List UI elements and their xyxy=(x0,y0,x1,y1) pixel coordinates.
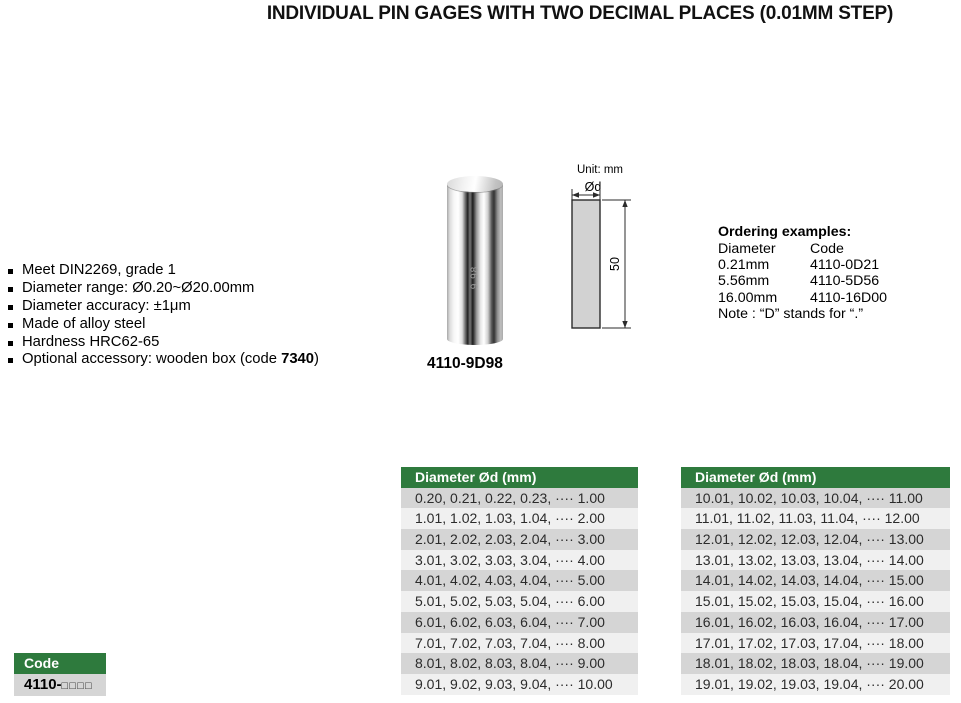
ordering-col-header-diameter: Diameter xyxy=(718,241,776,257)
ordering-heading: Ordering examples: xyxy=(718,224,852,240)
table-row: 18.01, 18.02, 18.03, 18.04, ···· 19.00 xyxy=(681,653,950,674)
table-row: 11.01, 11.02, 11.03, 11.04, ···· 12.00 xyxy=(681,508,950,529)
dim-arrow-up xyxy=(622,200,627,207)
dim-arrow-down xyxy=(622,321,627,328)
code-placeholder-squares: □□□□ xyxy=(61,680,93,692)
ordering-col-header-code: Code xyxy=(810,241,844,257)
diameter-dim-label: Ød xyxy=(584,180,602,194)
feature-item xyxy=(8,298,368,316)
pin-profile-rect xyxy=(572,200,600,328)
page-title: INDIVIDUAL PIN GAGES WITH TWO DECIMAL PLACES (0.01MM STEP) xyxy=(266,3,894,24)
dim-arrow-left xyxy=(572,192,579,197)
ordering-note: Note : “D” stands for “.” xyxy=(718,305,864,322)
pin-top-cap xyxy=(447,176,503,192)
ordering-diameter: 5.56mm xyxy=(718,273,770,290)
feature-text: Hardness HRC62-65 xyxy=(22,333,160,350)
pin-marking: 9.98 xyxy=(469,265,481,290)
feature-item xyxy=(8,280,368,298)
pin-gage-photo xyxy=(447,176,503,345)
feature-text: Diameter accuracy: ±1μm xyxy=(22,297,191,314)
features-list xyxy=(8,262,368,369)
table-row: 4.01, 4.02, 4.03, 4.04, ···· 5.00 xyxy=(401,570,638,591)
table-row: 16.01, 16.02, 16.03, 16.04, ···· 17.00 xyxy=(681,612,950,633)
feature-text xyxy=(22,351,319,369)
table-row: 5.01, 5.02, 5.03, 5.04, ···· 6.00 xyxy=(401,591,638,612)
table-row: 3.01, 3.02, 3.03, 3.04, ···· 4.00 xyxy=(401,550,638,571)
feature-text: Made of alloy steel xyxy=(22,315,146,332)
table-row: 13.01, 13.02, 13.03, 13.04, ···· 14.00 xyxy=(681,550,950,571)
ordering-diameter: 0.21mm xyxy=(718,257,770,274)
table-row: 10.01, 10.02, 10.03, 10.04, ···· 11.00 xyxy=(681,488,950,509)
table-row: 19.01, 19.02, 19.03, 19.04, ···· 20.00 xyxy=(681,674,950,695)
bullet-square-icon xyxy=(8,358,13,363)
table-row: 6.01, 6.02, 6.03, 6.04, ···· 7.00 xyxy=(401,612,638,633)
pin-body xyxy=(447,184,503,345)
ordering-examples xyxy=(718,224,928,322)
table-row: 9.01, 9.02, 9.03, 9.04, ···· 10.00 xyxy=(401,674,638,695)
product-code-caption: 4110-9D98 xyxy=(427,355,503,372)
bullet-square-icon xyxy=(8,341,13,346)
table-row: 15.01, 15.02, 15.03, 15.04, ···· 16.00 xyxy=(681,591,950,612)
table-row: 12.01, 12.02, 12.03, 12.04, ···· 13.00 xyxy=(681,529,950,550)
feature-item xyxy=(8,334,368,352)
ordering-row xyxy=(718,273,928,289)
code-box-value xyxy=(14,674,106,696)
ordering-code: 4110-5D56 xyxy=(810,273,880,290)
table-header: Diameter Ød (mm) xyxy=(681,467,950,488)
table-row: 17.01, 17.02, 17.03, 17.04, ···· 18.00 xyxy=(681,633,950,654)
code-box-header: Code xyxy=(14,653,106,674)
bullet-square-icon xyxy=(8,269,13,274)
diameter-table-right xyxy=(681,467,950,695)
length-dim-label: 50 xyxy=(608,257,622,271)
table-row: 0.20, 0.21, 0.22, 0.23, ···· 1.00 xyxy=(401,488,638,509)
feature-text: Meet DIN2269, grade 1 xyxy=(22,262,176,278)
feature-text: Diameter range: Ø0.20~Ø20.00mm xyxy=(22,279,255,296)
feature-item xyxy=(8,262,368,280)
table-row: 14.01, 14.02, 14.03, 14.04, ···· 15.00 xyxy=(681,570,950,591)
bullet-square-icon xyxy=(8,305,13,310)
bullet-square-icon xyxy=(8,287,13,292)
table-row: 7.01, 7.02, 7.03, 7.04, ···· 8.00 xyxy=(401,633,638,654)
feature-text-prefix: Optional accessory: wooden box (code xyxy=(22,351,282,368)
bullet-square-icon xyxy=(8,323,13,328)
feature-accessory-code: 7340 xyxy=(281,351,315,368)
ordering-header-row xyxy=(718,241,928,257)
code-prefix: 4110- xyxy=(24,676,62,693)
diameter-table-left xyxy=(401,467,638,695)
feature-item xyxy=(8,351,368,369)
code-box xyxy=(14,653,106,696)
unit-label: Unit: mm xyxy=(577,164,623,176)
ordering-code: 4110-16D00 xyxy=(810,289,888,306)
table-row: 8.01, 8.02, 8.03, 8.04, ···· 9.00 xyxy=(401,653,638,674)
ordering-row xyxy=(718,257,928,273)
dimension-drawing xyxy=(565,156,647,338)
ordering-diameter: 16.00mm xyxy=(718,289,778,306)
ordering-row xyxy=(718,290,928,306)
feature-item xyxy=(8,316,368,334)
feature-text-suffix: ) xyxy=(314,351,319,368)
table-row: 1.01, 1.02, 1.03, 1.04, ···· 2.00 xyxy=(401,508,638,529)
ordering-code: 4110-0D21 xyxy=(810,257,880,274)
table-row: 2.01, 2.02, 2.03, 2.04, ···· 3.00 xyxy=(401,529,638,550)
table-header: Diameter Ød (mm) xyxy=(401,467,638,488)
